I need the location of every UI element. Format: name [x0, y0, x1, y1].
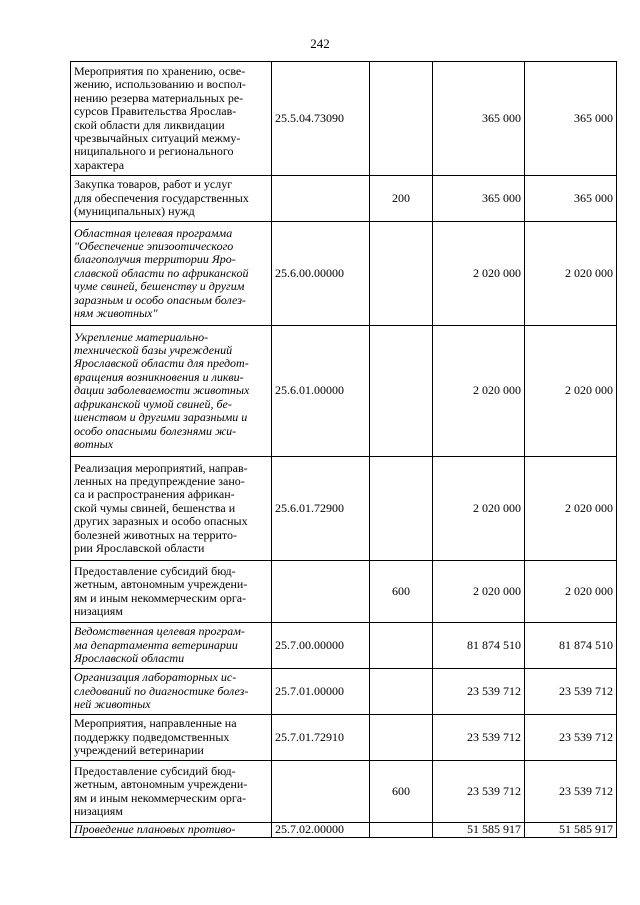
row-name: Укрепление материально- технической базы учреждений Ярославской области для предот- вращения возникновения и ликви- дации заболеваемости животных африканской чумой свиней, бе- шенством и другими заразными и особо опасными болезнями жи- вотных — [71, 326, 272, 457]
row-code: 25.7.02.00000 — [272, 823, 370, 838]
row-code: 25.7.01.72910 — [272, 715, 370, 761]
row-code: 25.7.01.00000 — [272, 669, 370, 715]
row-expense-type — [370, 715, 433, 761]
row-expense-type — [370, 326, 433, 457]
row-code — [272, 561, 370, 623]
row-expense-type: 600 — [370, 561, 433, 623]
row-sum-2: 23 539 712 — [525, 715, 617, 761]
budget-table — [70, 61, 617, 838]
row-sum-2: 365 000 — [525, 62, 617, 176]
row-code: 25.7.00.00000 — [272, 623, 370, 669]
row-sum-2: 23 539 712 — [525, 761, 617, 823]
row-expense-type: 200 — [370, 176, 433, 222]
row-code: 25.5.04.73090 — [272, 62, 370, 176]
table-row — [71, 623, 617, 669]
row-expense-type — [370, 457, 433, 561]
row-sum-2: 2 020 000 — [525, 457, 617, 561]
row-expense-type — [370, 623, 433, 669]
row-code: 25.6.00.00000 — [272, 222, 370, 326]
row-name: Ведомственная целевая програм- ма департамента ветеринарии Ярославской области — [71, 623, 272, 669]
row-expense-type — [370, 62, 433, 176]
row-name: Мероприятия по хранению, осве- жению, использованию и воспол- нению резерва материальных ре- сурсов Правительства Ярослав- ской области для ликвидации чрезвычайных ситуаций межму- ниципального и регионального характера — [71, 62, 272, 176]
table-row — [71, 669, 617, 715]
row-code — [272, 176, 370, 222]
row-sum-1: 51 585 917 — [433, 823, 525, 838]
row-name: Предоставление субсидий бюд- жетным, автономным учреждени- ям и иным некоммерческим орга- низациям — [71, 561, 272, 623]
row-expense-type — [370, 669, 433, 715]
row-sum-1: 23 539 712 — [433, 669, 525, 715]
row-name: Реализация мероприятий, направ- ленных на предупреждение зано- са и распространения африкан- ской чумы свиней, бешенства и других заразных и особо опасных болезней животных на террито- рии Ярославской области — [71, 457, 272, 561]
table-row — [71, 761, 617, 823]
row-sum-2: 81 874 510 — [525, 623, 617, 669]
row-sum-2: 51 585 917 — [525, 823, 617, 838]
table-row — [71, 62, 617, 176]
row-name: Предоставление субсидий бюд- жетным, автономным учреждени- ям и иным некоммерческим орга- низациям — [71, 761, 272, 823]
budget-table-body — [71, 62, 617, 838]
table-row — [71, 222, 617, 326]
table-row — [71, 823, 617, 838]
row-sum-1: 23 539 712 — [433, 715, 525, 761]
row-sum-1: 2 020 000 — [433, 561, 525, 623]
row-name: Закупка товаров, работ и услуг для обеспечения государственных (муниципальных) нужд — [71, 176, 272, 222]
row-expense-type: 600 — [370, 761, 433, 823]
row-sum-1: 2 020 000 — [433, 222, 525, 326]
table-row — [71, 715, 617, 761]
row-expense-type — [370, 823, 433, 838]
table-row — [71, 561, 617, 623]
table-row — [71, 176, 617, 222]
row-expense-type — [370, 222, 433, 326]
row-code: 25.6.01.72900 — [272, 457, 370, 561]
row-sum-1: 81 874 510 — [433, 623, 525, 669]
row-sum-1: 2 020 000 — [433, 326, 525, 457]
row-sum-1: 365 000 — [433, 176, 525, 222]
row-sum-1: 365 000 — [433, 62, 525, 176]
row-sum-2: 2 020 000 — [525, 222, 617, 326]
row-sum-2: 23 539 712 — [525, 669, 617, 715]
row-name: Проведение плановых противо- — [71, 823, 272, 838]
row-name: Мероприятия, направленные на поддержку подведомственных учреждений ветеринарии — [71, 715, 272, 761]
row-sum-2: 2 020 000 — [525, 326, 617, 457]
table-row — [71, 457, 617, 561]
row-sum-2: 365 000 — [525, 176, 617, 222]
row-name: Областная целевая программа "Обеспечение эпизоотического благополучия территории Яро- славской области по африканской чуме свиней, бешенству и другим заразным и особо опасным болез- ням животных" — [71, 222, 272, 326]
row-sum-2: 2 020 000 — [525, 561, 617, 623]
page-number: 242 — [310, 36, 330, 51]
row-sum-1: 2 020 000 — [433, 457, 525, 561]
table-row — [71, 326, 617, 457]
row-sum-1: 23 539 712 — [433, 761, 525, 823]
row-code: 25.6.01.00000 — [272, 326, 370, 457]
row-name: Организация лабораторных ис- следований по диагностике болез- ней животных — [71, 669, 272, 715]
row-code — [272, 761, 370, 823]
